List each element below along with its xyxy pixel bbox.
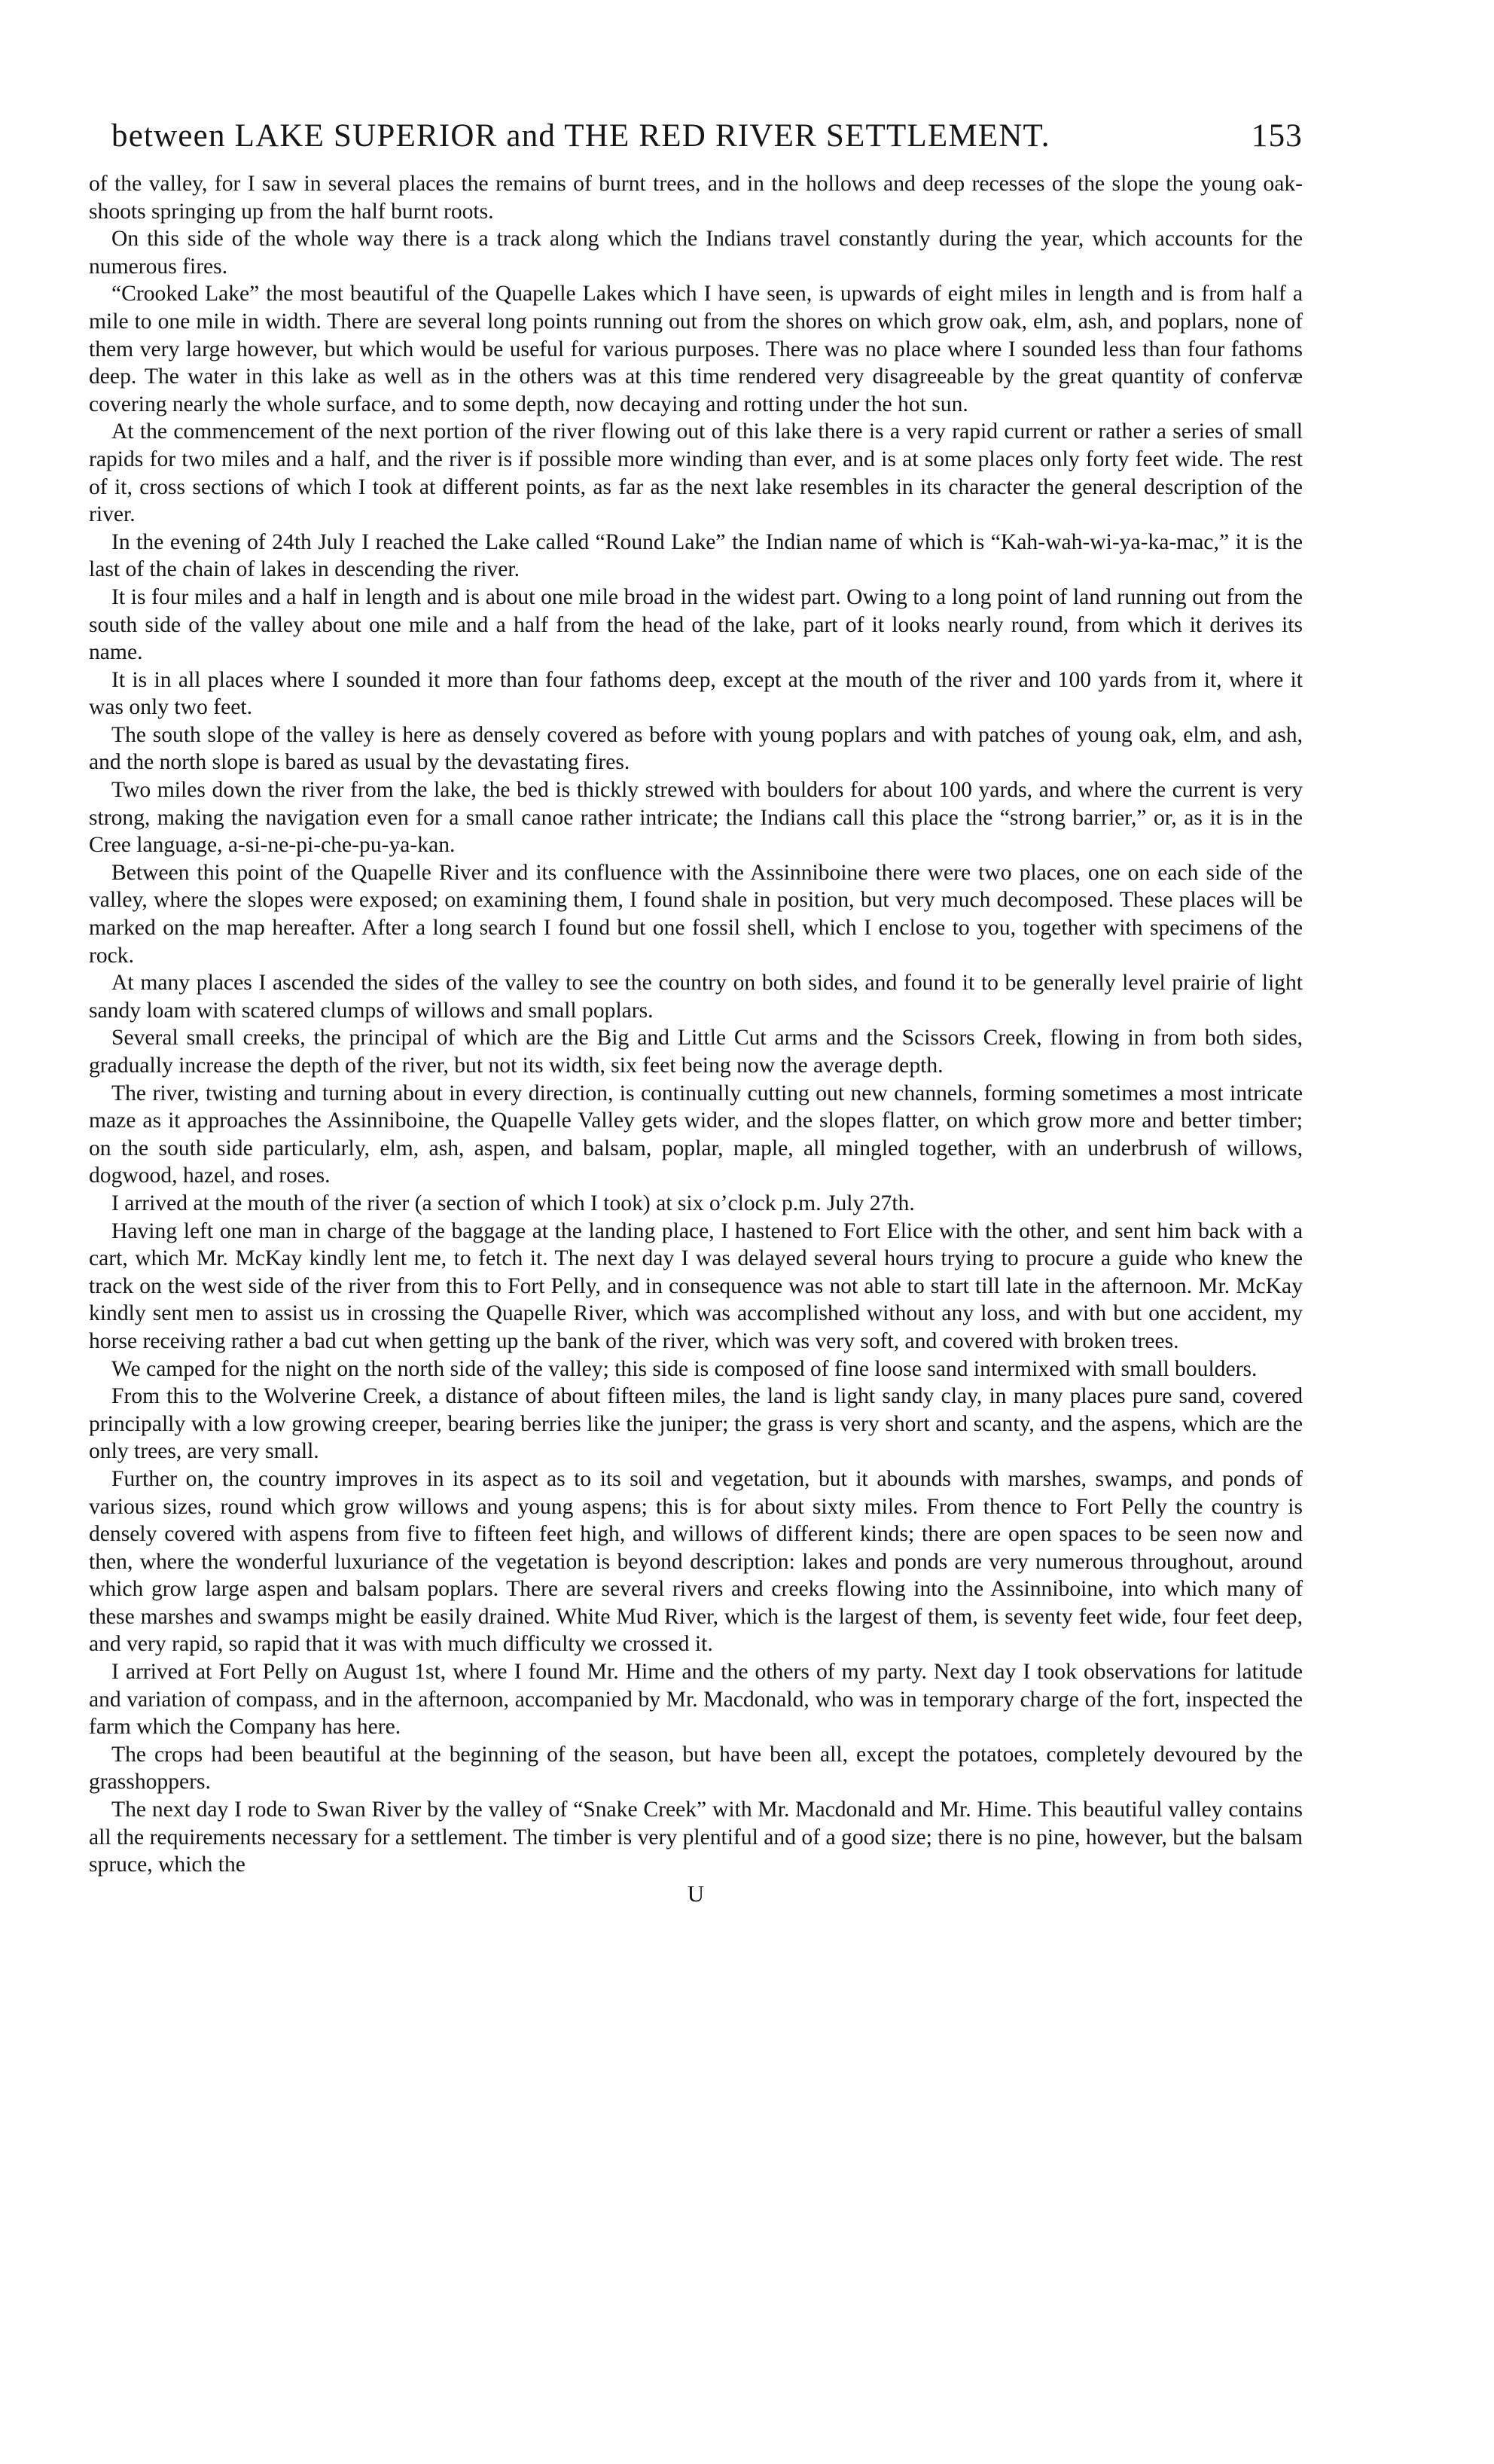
paragraph: I arrived at Fort Pelly on August 1st, where I found Mr. Hime and the others of my party. Next day I took observations for latitude and variation of compass, and in the afternoon, accompanied by Mr. Macdonald, who was in temporary charge of the fort, inspected the farm which the Company has here. (89, 1660, 1303, 1740)
paragraph: Several small creeks, the principal of which are the Big and Little Cut arms and the Scissors Creek, flowing in from both sides, gradually increase the depth of the river, but not its width, six feet being now the average depth. (89, 1026, 1303, 1078)
paragraph: In the evening of 24th July I reached the Lake called “Round Lake” the Indian name of which is “Kah-wah-wi-ya-ka-mac,” it is the last of the chain of lakes in descending the river. (89, 529, 1303, 582)
paragraph: We camped for the night on the north side of the valley; this side is composed of fine loose sand intermixed with small boulders. (111, 1356, 1258, 1381)
paragraph: From this to the Wolverine Creek, a distance of about fifteen miles, the land is light sandy clay, in many places pure sand, covered principally with a low growing creeper, bearing berries like the juniper; the grass is very short and scanty, and the aspens, which are the only trees, are very small. (89, 1384, 1303, 1464)
paragraph: On this side of the whole way there is a track along which the Indians travel constantly during the year, which accounts for the numerous fires. (89, 227, 1303, 279)
book-page (89, 113, 1303, 2432)
paragraph: Further on, the country improves in its aspect as to its soil and vegetation, but it abounds with marshes, swamps, and ponds of various sizes, round which grow willows and young aspens; this is for about sixty miles. From thence to Fort Pelly the country is densely covered with aspens from five to fifteen feet high, and willows of different kinds; there are open spaces to be seen now and then, where the wonderful luxuriance of the vegetation is beyond description: lakes and ponds are very numerous throughout, around which grow large aspen and balsam poplars. There are several rivers and creeks flowing into the Assinniboine, into which many of these marshes and swamps might be easily drained. White Mud River, which is the largest of them, is seventy feet wide, four feet deep, and very rapid, so rapid that it was with much difficulty we crossed it. (89, 1466, 1303, 1657)
paragraph: of the valley, for I saw in several places the remains of burnt trees, and in the hollows and deep recesses of the slope the young oak-shoots springing up from the half burnt roots. (89, 172, 1303, 224)
body-text (89, 170, 1303, 1879)
page-number: 153 (1251, 118, 1303, 154)
paragraph: At many places I ascended the sides of the valley to see the country on both sides, and found it to be generally level prairie of light sandy loam with scatered clumps of willows and small poplars. (89, 971, 1303, 1023)
paragraph: I arrived at the mouth of the river (a section of which I took) at six o’clock p.m. July 27th. (111, 1191, 915, 1215)
paragraph: The south slope of the valley is here as densely covered as before with young poplars and with patches of young oak, elm, and ash, and the north slope is bared as usual by the devastating fires. (89, 722, 1303, 775)
paragraph: It is four miles and a half in length and is about one mile broad in the widest part. Owing to a long point of land running out from the south side of the valley about one mile and a half from the head of the lake, part of it looks nearly round, from which it derives its name. (89, 584, 1303, 665)
paragraph: The crops had been beautiful at the beginning of the season, but have been all, except the potatoes, completely devoured by the grasshoppers. (89, 1742, 1303, 1795)
running-head-title: between LAKE SUPERIOR and THE RED RIVER SETTLEMENT. (111, 118, 1050, 154)
running-head (89, 113, 1303, 163)
paragraph: The river, twisting and turning about in every direction, is continually cutting out new channels, forming sometimes a most intricate maze as it approaches the Assinniboine, the Quapelle Valley gets wider, and the slopes flatter, on which grow more and better timber; on the south side particularly, elm, ash, aspen, and balsam, poplar, maple, all mingled together, with an underbrush of willows, dogwood, hazel, and roses. (89, 1081, 1303, 1188)
signature-mark: U (687, 1880, 705, 1907)
paragraph: The next day I rode to Swan River by the valley of “Snake Creek” with Mr. Macdonald and Mr. Hime. This beautiful valley contains all the requirements necessary for a settlement. The timber is very plentiful and of a good size; there is no pine, however, but the balsam spruce, which the (89, 1798, 1303, 1877)
paragraph: Two miles down the river from the lake, the bed is thickly strewed with boulders for about 100 yards, and where the current is very strong, making the navigation even for a small canoe rather intricate; the Indians call this place the “strong barrier,” or, as it is in the Cree language, a-si-ne-pi-che-pu-ya-kan. (89, 778, 1303, 858)
paragraph: Having left one man in charge of the baggage at the landing place, I hastened to Fort Elice with the other, and sent him back with a cart, which Mr. McKay kindly lent me, to fetch it. The next day I was delayed several hours trying to procure a guide who knew the track on the west side of the river from this to Fort Pelly, and in consequence was not able to start till late in the afternoon. Mr. McKay kindly sent men to assist us in crossing the Quapelle River, which was accomplished without any loss, and with but one accident, my horse receiving rather a bad cut when getting up the bank of the river, which was very soft, and covered with broken trees. (89, 1218, 1303, 1353)
paragraph: “Crooked Lake” the most beautiful of the Quapelle Lakes which I have seen, is upwards of eight miles in length and is from half a mile to one mile in width. There are several long points running out from the shores on which grow oak, elm, ash, and poplars, none of them very large however, but which would be useful for various purposes. There was no place where I sounded less than four fathoms deep. The water in this lake as well as in the others was at this time rendered very disagreeable by the great quantity of confervæ covering nearly the whole surface, and to some depth, now decaying and rotting under the hot sun. (89, 282, 1303, 416)
paragraph: Between this point of the Quapelle River and its confluence with the Assinniboine there were two places, one on each side of the valley, where the slopes were exposed; on examining them, I found shale in position, but very much decomposed. These places will be marked on the map hereafter. After a long search I found but one fossil shell, which I enclose to you, together with specimens of the rock. (89, 860, 1303, 968)
paragraph: At the commencement of the next portion of the river flowing out of this lake there is a very rapid current or rather a series of small rapids for two miles and a half, and the river is if possible more winding than ever, and is at some places only forty feet wide. The rest of it, cross sections of which I took at different points, as far as the next lake resembles in its character the general description of the river. (89, 419, 1303, 527)
paragraph: It is in all places where I sounded it more than four fathoms deep, except at the mouth of the river and 100 yards from it, where it was only two feet. (89, 667, 1303, 720)
